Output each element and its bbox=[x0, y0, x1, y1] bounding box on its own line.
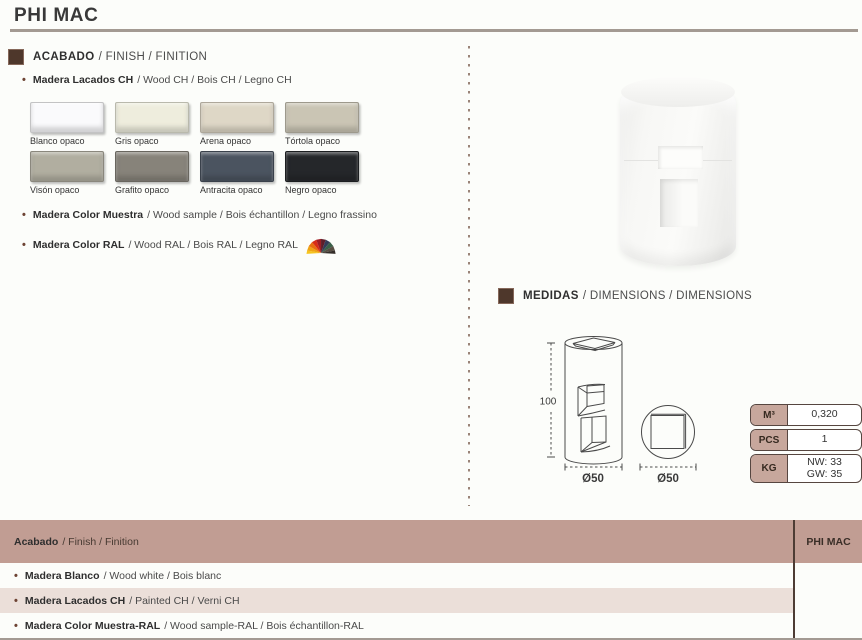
swatch-color bbox=[200, 151, 274, 182]
finish-item-ral-rest: / Wood RAL / Bois RAL / Legno RAL bbox=[128, 239, 298, 251]
row-bold: • Madera Lacados CH bbox=[24, 594, 126, 607]
spec-row-pcs bbox=[750, 429, 862, 451]
spec-value-kg bbox=[788, 455, 861, 482]
kg-gross-weight: GW: 35 bbox=[806, 467, 843, 480]
table-header-bold: Acabado bbox=[14, 535, 59, 548]
swatch-row-1 bbox=[30, 102, 359, 146]
swatch-label: Grafito opaco bbox=[115, 185, 170, 195]
row-rest: / Wood sample-RAL / Bois échantillon-RAL bbox=[164, 619, 364, 632]
dotted-divider bbox=[468, 46, 470, 506]
finish-item-muestra bbox=[22, 209, 377, 221]
swatch-label: Gris opaco bbox=[115, 136, 159, 146]
swatch-label: Antracita opaco bbox=[200, 185, 263, 195]
medidas-heading-secondary: / DIMENSIONS / DIMENSIONS bbox=[582, 290, 753, 302]
product-cylinder bbox=[620, 82, 736, 266]
finish-item-muestra-rest: / Wood sample / Bois échantillon / Legno frassino bbox=[147, 209, 377, 221]
table-header-row bbox=[0, 520, 862, 563]
row-bold: • Madera Color Muestra-RAL bbox=[24, 619, 161, 632]
swatch-label: Blanco opaco bbox=[30, 136, 85, 146]
product-lower-niche bbox=[660, 179, 698, 227]
swatch-color bbox=[30, 151, 104, 182]
swatch-color bbox=[285, 151, 359, 182]
title-rule bbox=[10, 29, 858, 32]
table-header-product: PHI MAC bbox=[806, 535, 851, 548]
swatch-label: Arena opaco bbox=[200, 136, 252, 146]
spec-row-kg bbox=[750, 454, 862, 483]
row-rest: / Wood white / Bois blanc bbox=[103, 569, 222, 582]
swatch-tortola bbox=[285, 102, 359, 146]
dimension-drawing bbox=[540, 330, 712, 490]
front-diameter-label: Ø50 bbox=[582, 473, 604, 485]
finish-availability-table bbox=[0, 520, 862, 640]
spec-label-pcs: PCS bbox=[751, 430, 788, 450]
medidas-heading-primary: MEDIDAS bbox=[523, 290, 579, 302]
finish-heading-secondary: / FINISH / FINITION bbox=[98, 51, 208, 63]
product-photo bbox=[614, 76, 742, 270]
top-diameter-label: Ø50 bbox=[657, 473, 679, 485]
swatch-arena bbox=[200, 102, 274, 146]
spec-value-pcs: 1 bbox=[821, 433, 828, 446]
swatch-antracita bbox=[200, 151, 274, 195]
swatch-label: Tórtola opaco bbox=[285, 136, 341, 146]
table-column-divider bbox=[793, 520, 795, 638]
swatch-negro bbox=[285, 151, 359, 195]
finish-item-lacados bbox=[22, 74, 292, 86]
height-dimension-label: 100 bbox=[540, 396, 557, 408]
brown-square-icon bbox=[8, 49, 24, 65]
spec-label-m3: M³ bbox=[751, 405, 788, 425]
medidas-section-heading bbox=[498, 288, 752, 304]
swatch-color bbox=[115, 102, 189, 133]
spec-value-m3: 0,320 bbox=[811, 408, 838, 421]
product-cylinder-top bbox=[621, 77, 735, 107]
swatch-color bbox=[30, 102, 104, 133]
swatch-gris bbox=[115, 102, 189, 146]
table-row bbox=[0, 613, 793, 638]
brown-square-icon bbox=[498, 288, 514, 304]
kg-net-weight: NW: 33 bbox=[807, 456, 842, 468]
finish-item-lacados-rest: / Wood CH / Bois CH / Legno CH bbox=[137, 74, 292, 86]
product-upper-niche bbox=[658, 146, 703, 169]
finish-heading-primary: ACABADO bbox=[33, 51, 95, 63]
swatch-label: Visón opaco bbox=[30, 185, 80, 195]
spec-row-m3 bbox=[750, 404, 862, 426]
swatch-color bbox=[200, 102, 274, 133]
swatch-vison bbox=[30, 151, 104, 195]
swatch-color bbox=[285, 102, 359, 133]
ral-color-fan-icon bbox=[306, 234, 337, 256]
table-header-rest: / Finish / Finition bbox=[62, 535, 139, 548]
finish-item-ral bbox=[22, 234, 337, 256]
swatch-label: Negro opaco bbox=[285, 185, 337, 195]
finish-item-muestra-bold: • Madera Color Muestra bbox=[32, 209, 144, 221]
swatch-grafito bbox=[115, 151, 189, 195]
finish-item-lacados-bold: • Madera Lacados CH bbox=[32, 74, 134, 86]
row-bold: • Madera Blanco bbox=[24, 569, 100, 582]
finish-section-heading bbox=[8, 49, 207, 65]
page-title: PHI MAC bbox=[14, 5, 99, 26]
swatch-row-2 bbox=[30, 151, 359, 195]
spec-table bbox=[750, 404, 862, 486]
swatch-color bbox=[115, 151, 189, 182]
row-rest: / Painted CH / Verni CH bbox=[129, 594, 240, 607]
table-header-label bbox=[14, 520, 139, 563]
table-row bbox=[0, 563, 793, 588]
swatch-blanco bbox=[30, 102, 104, 146]
finish-item-ral-bold: • Madera Color RAL bbox=[32, 239, 125, 251]
spec-label-kg: KG bbox=[751, 455, 788, 482]
table-row bbox=[0, 588, 793, 613]
